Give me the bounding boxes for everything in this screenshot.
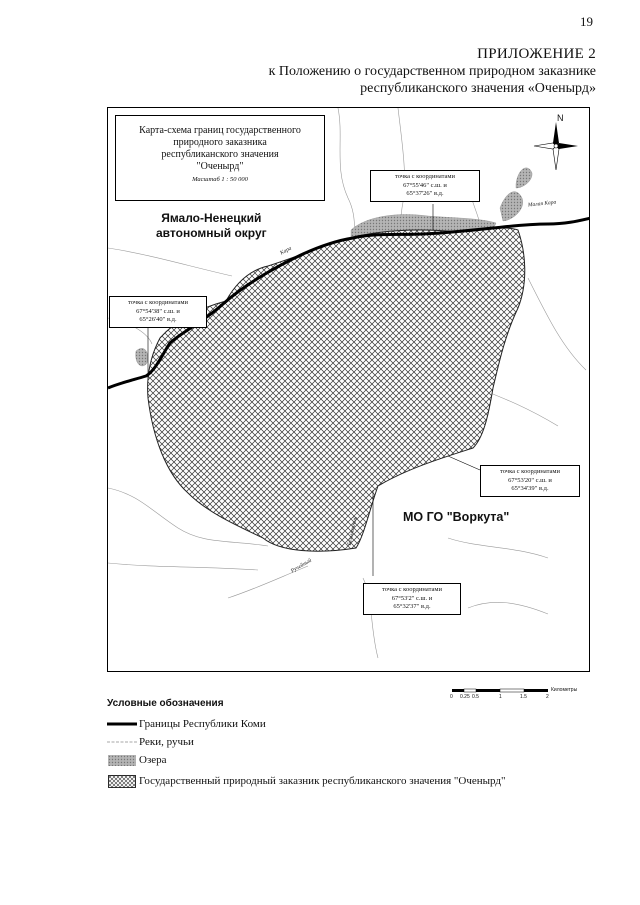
region-label-yamal	[156, 211, 267, 241]
appendix-subtitle-line-2: республиканского значения «Оченырд»	[360, 81, 596, 96]
river-label-kara: Кара	[279, 245, 293, 257]
map-title-box	[115, 115, 325, 201]
coordinate-line: 65°37'26" в.д.	[406, 190, 444, 197]
scale-bar	[344, 686, 584, 710]
map-frame	[107, 107, 590, 672]
region-label-yamal-line-2: автономный округ	[156, 226, 267, 240]
legend-item-boundary	[107, 716, 266, 732]
legend-label: Границы Республики Коми	[139, 718, 266, 730]
north-arrow-icon	[534, 122, 578, 170]
appendix-subtitle-line-1: к Положению о государственном природном заказнике	[268, 64, 596, 79]
scale-tick: 0.5	[472, 694, 479, 700]
legend-item-rivers	[107, 734, 194, 750]
coordinate-box-2	[109, 296, 207, 328]
north-label: N	[557, 113, 564, 123]
scale-tick: 1.5	[520, 694, 527, 700]
lake-shape	[516, 168, 532, 188]
river-label-bezymyanny: Безымянный	[346, 515, 359, 547]
coordinate-line: 67°54'38" с.ш. и	[136, 307, 180, 315]
coordinate-box-4	[363, 583, 461, 615]
coordinate-line: 67°55'46" с.ш. и	[403, 181, 447, 189]
page-number: 19	[580, 14, 593, 29]
coordinate-line: точка с координатами	[394, 173, 456, 180]
lake-fill-icon	[107, 754, 137, 766]
map-title-line: природного заказника	[173, 137, 267, 148]
legend-title: Условные обозначения	[107, 698, 224, 709]
coordinate-box-3	[480, 465, 580, 497]
lake-shape	[500, 192, 523, 221]
legend-label: Государственный природный заказник республиканского значения "Оченырд"	[139, 775, 506, 787]
map-scale-text: Масштаб 1 : 50 000	[192, 176, 248, 183]
scale-tick: 0	[450, 694, 453, 700]
region-label-yamal-line-1: Ямало-Ненецкий	[161, 211, 262, 225]
legend-item-reserve	[107, 773, 505, 789]
legend-label: Реки, ручьи	[139, 736, 194, 748]
scale-tick: 2	[546, 694, 549, 700]
scale-tick: 0.25	[460, 694, 470, 700]
coordinate-line: точка с координатами	[127, 299, 189, 306]
scale-unit: Километры	[551, 687, 578, 693]
coordinate-line: 65°34'39" в.д.	[511, 485, 549, 492]
coordinate-line: точка с координатами	[499, 468, 561, 475]
reserve-hatch-icon	[107, 775, 137, 787]
river-line-icon	[107, 736, 137, 748]
coordinate-line: 65°26'40" в.д.	[139, 316, 177, 323]
boundary-line-icon	[107, 718, 137, 730]
coordinate-line: 67°53'2" с.ш. и	[391, 594, 433, 602]
map-title-line: республиканского значения	[161, 149, 279, 160]
region-label-vorkuta: МО ГО "Воркута"	[403, 510, 510, 524]
map-title-line: "Оченырд"	[196, 161, 244, 172]
river-label-malaya-kara: Малая Кара	[527, 199, 557, 209]
appendix-title: ПРИЛОЖЕНИЕ 2	[477, 46, 596, 62]
scale-tick: 1	[499, 694, 502, 700]
legend-label: Озера	[139, 754, 167, 766]
coordinate-box-1	[370, 170, 480, 202]
river-label-rucheyniy: Ручейный	[290, 557, 313, 575]
legend-item-lakes	[107, 752, 167, 768]
coordinate-line: 67°53'20" с.ш. и	[508, 476, 552, 484]
map-title-line: Карта-схема границ государственного	[139, 125, 301, 136]
coordinate-line: точка с координатами	[381, 586, 443, 593]
reserve-area	[148, 228, 525, 551]
lake-shape	[136, 348, 148, 366]
coordinate-line: 65°32'37" в.д.	[393, 603, 431, 610]
